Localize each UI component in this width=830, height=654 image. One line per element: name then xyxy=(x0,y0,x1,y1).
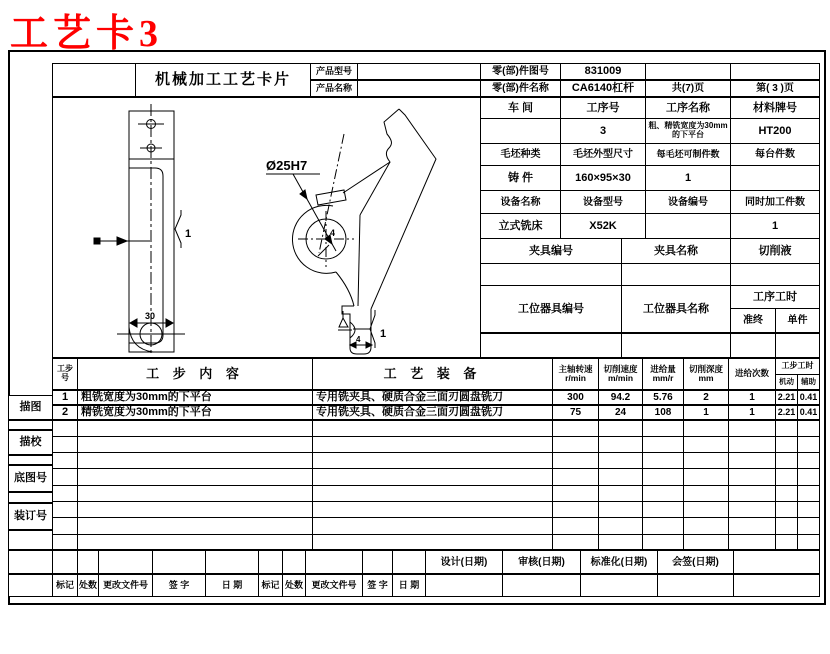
process-name-label: 工序名称 xyxy=(645,97,731,119)
workshop-value xyxy=(480,118,561,144)
step-row-passes: 1 xyxy=(728,390,776,405)
footer-change-label: 日 期 xyxy=(205,574,259,597)
col-time-aux: 辅助 xyxy=(797,374,820,390)
per-machine-value xyxy=(730,165,820,191)
blank-size-label: 毛坯外型尺寸 xyxy=(560,143,646,166)
footer-blank-cell xyxy=(52,550,78,574)
side-gap-cell xyxy=(8,492,53,503)
footer-sign-label xyxy=(733,550,820,574)
step-row-content: 精铣宽度为30mm的下平台 xyxy=(77,405,313,420)
fixture-name-value xyxy=(621,263,731,286)
footer-sign-label: 设计(日期) xyxy=(425,550,503,574)
equipment-no-value xyxy=(645,213,731,239)
step-row-equipment: 专用铣夹具、硬质合金三面刃圆盘铣刀 xyxy=(312,405,553,420)
footer-sign-cell xyxy=(580,574,658,597)
step-row-speed: 75 xyxy=(552,405,599,420)
product-name-label: 产品名称 xyxy=(310,80,358,97)
step-row-time-machine: 2.21 xyxy=(775,405,798,420)
product-name-value xyxy=(357,80,481,97)
footer-blank-cell xyxy=(258,550,283,574)
part-name-value: CA6140杠杆 xyxy=(560,80,646,97)
callout-left-label: 1 xyxy=(185,228,192,240)
foot-width-dim-label: 4 xyxy=(356,335,361,344)
equipment-no-label: 设备编号 xyxy=(645,190,731,214)
empty-row-divider xyxy=(52,501,820,502)
total-pages: 共(7)页 xyxy=(645,80,731,97)
part-drawing xyxy=(53,98,480,357)
bore-dim-label: Ø25H7 xyxy=(266,158,308,173)
footer-change-label: 日 期 xyxy=(392,574,426,597)
footer-blank-cell xyxy=(77,550,99,574)
callout-right-label: 1 xyxy=(380,328,387,340)
footer-sign-cell xyxy=(425,574,503,597)
empty-row-divider xyxy=(52,517,820,518)
blank-type-label: 毛坯种类 xyxy=(480,143,561,166)
footer-change-label: 签 字 xyxy=(152,574,206,597)
station-tool-no-value xyxy=(480,333,622,358)
product-model-value xyxy=(357,63,481,80)
step-row-equipment: 专用铣夹具、硬质合金三面刃圆盘铣刀 xyxy=(312,390,553,405)
footer-sign-label: 标准化(日期) xyxy=(580,550,658,574)
equipment-name-label: 设备名称 xyxy=(480,190,561,214)
blank-size-value: 160×95×30 xyxy=(560,165,646,191)
card-title: 机械加工工艺卡片 xyxy=(135,63,311,97)
blank-per-value: 1 xyxy=(645,165,731,191)
process-no-value: 3 xyxy=(560,118,646,144)
empty-row-divider xyxy=(52,452,820,453)
footer-blank-cell xyxy=(98,550,153,574)
step-row-content: 粗铣宽度为30mm的下平台 xyxy=(77,390,313,405)
part-drawing-no: 831009 xyxy=(560,63,646,80)
station-tool-no-label: 工位器具编号 xyxy=(480,285,622,333)
footer-change-label: 处数 xyxy=(282,574,306,597)
center-dim-label: 4 xyxy=(330,228,336,238)
col-equipment: 工 艺 装 备 xyxy=(312,358,553,390)
width-dim-label: 30 xyxy=(145,311,156,321)
station-tool-name-value xyxy=(621,333,731,358)
step-row-cut-speed: 94.2 xyxy=(598,390,643,405)
side-gap-cell xyxy=(8,455,53,465)
footer-change-label: 更改文件号 xyxy=(98,574,153,597)
coolant-label: 切削液 xyxy=(730,238,820,264)
col-depth: 切削深度 mm xyxy=(683,358,729,390)
step-row-cut-speed: 24 xyxy=(598,405,643,420)
footer-blank-cell xyxy=(362,550,393,574)
equipment-name-value: 立式铣床 xyxy=(480,213,561,239)
product-model-label: 产品型号 xyxy=(310,63,358,80)
footer-sign-cell xyxy=(733,574,820,597)
side-gap-cell xyxy=(8,530,53,550)
process-name-value: 粗、精铣宽度为30mm的下平台 xyxy=(645,118,731,144)
footer-blank-cell xyxy=(152,550,206,574)
step-row-depth: 2 xyxy=(683,390,729,405)
footer-blank-cell xyxy=(305,550,363,574)
step-row-time-aux: 0.41 xyxy=(797,390,820,405)
empty-row-divider xyxy=(52,534,820,535)
side-label-base-drawing-no: 底图号 xyxy=(8,465,53,492)
coolant-value xyxy=(730,263,820,286)
blank-type-value: 铸 件 xyxy=(480,165,561,191)
process-no-label: 工序号 xyxy=(560,97,646,119)
col-step-no: 工步 号 xyxy=(52,358,78,390)
footer-change-label: 更改文件号 xyxy=(305,574,363,597)
footer-change-label: 标记 xyxy=(258,574,283,597)
footer-blank-cell xyxy=(205,550,259,574)
fixture-name-label: 夹具名称 xyxy=(621,238,731,264)
footer-sign-label: 审核(日期) xyxy=(502,550,581,574)
per-machine-label: 每台件数 xyxy=(730,143,820,166)
col-step-content: 工 步 内 容 xyxy=(77,358,313,390)
col-feed: 进给量 mm/r xyxy=(642,358,684,390)
material-value: HT200 xyxy=(730,118,820,144)
header-blank-1 xyxy=(645,63,731,80)
side-gap-cell xyxy=(8,574,53,597)
page-number: 第( 3 )页 xyxy=(730,80,820,97)
footer-sign-cell xyxy=(502,574,581,597)
step-row-feed: 5.76 xyxy=(642,390,684,405)
prep-label: 准终 xyxy=(730,308,776,333)
fixture-no-label: 夹具编号 xyxy=(480,238,622,264)
footer-change-label: 签 字 xyxy=(362,574,393,597)
footer-sign-label: 会签(日期) xyxy=(657,550,734,574)
footer-blank-cell xyxy=(282,550,306,574)
col-step-time: 工步工时 xyxy=(775,358,820,375)
footer-change-label: 标记 xyxy=(52,574,78,597)
step-row-time-aux: 0.41 xyxy=(797,405,820,420)
fixture-no-value xyxy=(480,263,622,286)
equipment-model-label: 设备型号 xyxy=(560,190,646,214)
footer-blank-cell xyxy=(392,550,426,574)
empty-row-divider xyxy=(52,468,820,469)
simultaneous-value: 1 xyxy=(730,213,820,239)
col-passes: 进给次数 xyxy=(728,358,776,390)
side-label-trace-check: 描校 xyxy=(8,430,53,455)
side-gap-cell xyxy=(8,420,53,430)
material-label: 材料牌号 xyxy=(730,97,820,119)
part-name-label: 零(部)件名称 xyxy=(480,80,561,97)
col-time-machine: 机动 xyxy=(775,374,798,390)
side-gap-cell xyxy=(8,550,53,574)
unit-label: 单件 xyxy=(775,308,820,333)
step-row-time-machine: 2.21 xyxy=(775,390,798,405)
step-row-speed: 300 xyxy=(552,390,599,405)
process-hours-label: 工序工时 xyxy=(730,285,820,309)
workshop-label: 车 间 xyxy=(480,97,561,119)
simultaneous-label: 同时加工件数 xyxy=(730,190,820,214)
side-label-binding-no: 装订号 xyxy=(8,503,53,530)
step-row-depth: 1 xyxy=(683,405,729,420)
col-spindle-speed: 主轴转速 r/min xyxy=(552,358,599,390)
page-title: 工艺卡3 xyxy=(10,13,164,55)
step-row-no: 1 xyxy=(52,390,78,405)
station-tool-name-label: 工位器具名称 xyxy=(621,285,731,333)
footer-sign-cell xyxy=(657,574,734,597)
front-view xyxy=(94,104,185,355)
header-blank-box xyxy=(52,63,136,97)
side-label-tracing: 描图 xyxy=(8,395,53,420)
part-drawing-area xyxy=(52,97,481,358)
header-blank-2 xyxy=(730,63,820,80)
prep-value xyxy=(730,333,776,358)
footer-change-label: 处数 xyxy=(77,574,99,597)
part-drawing-no-label: 零(部)件图号 xyxy=(480,63,561,80)
empty-row-divider xyxy=(52,485,820,486)
step-row-no: 2 xyxy=(52,405,78,420)
unit-value xyxy=(775,333,820,358)
blank-per-label: 每毛坯可制件数 xyxy=(645,143,731,166)
col-cut-speed: 切削速度 m/min xyxy=(598,358,643,390)
step-row-feed: 108 xyxy=(642,405,684,420)
side-view xyxy=(266,109,436,354)
equipment-model-value: X52K xyxy=(560,213,646,239)
empty-row-divider xyxy=(52,436,820,437)
step-row-passes: 1 xyxy=(728,405,776,420)
